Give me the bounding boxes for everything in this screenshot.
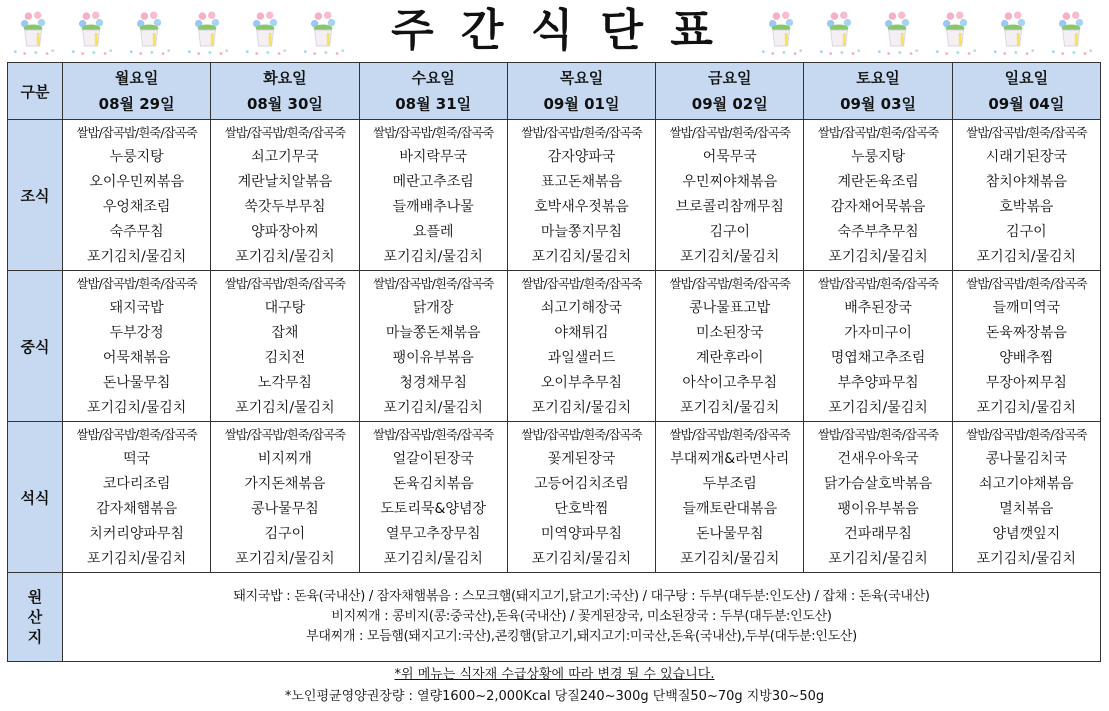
menu-cell xyxy=(804,271,952,422)
menu-item: 떡국 xyxy=(123,451,151,467)
menu-item: 건새우아욱국 xyxy=(837,451,919,467)
menu-cell xyxy=(656,120,804,271)
menu-item: 건파래무침 xyxy=(844,526,912,542)
menu-item: 계란후라이 xyxy=(695,350,764,366)
day-header xyxy=(952,63,1100,120)
menu-item: 쌀밥/잡곡밥/흰죽/잡곡죽 xyxy=(373,276,494,291)
flower-pot-icon xyxy=(238,6,294,58)
menu-area xyxy=(7,62,1101,708)
menu-item: 미역양파무침 xyxy=(540,526,623,542)
menu-item: 포기김치/물김치 xyxy=(531,400,632,416)
menu-item: 양파장아찌 xyxy=(251,224,319,240)
menu-item: 과일샐러드 xyxy=(547,350,616,366)
menu-item: 쌀밥/잡곡밥/흰죽/잡곡죽 xyxy=(669,276,790,291)
menu-item: 우엉채조림 xyxy=(102,199,171,215)
menu-item: 돼지국밥 xyxy=(109,300,164,316)
menu-item: 가자미구이 xyxy=(844,325,912,341)
menu-item: 팽이유부볶음 xyxy=(392,350,474,366)
menu-cell xyxy=(507,271,655,422)
menu-item: 돈육짜장볶음 xyxy=(985,325,1067,341)
menu-item: 쌀밥/잡곡밥/흰죽/잡곡죽 xyxy=(966,427,1087,442)
menu-item: 멸치볶음 xyxy=(999,501,1054,517)
menu-item: 김치전 xyxy=(264,350,306,366)
day-header xyxy=(211,63,359,120)
origin-line: 부대찌개 : 모듬햄(돼지고기:국산),콘킹햄(닭고기,돼지고기:미국산,돈육(국내산),두부(대두분:인도산) xyxy=(306,629,857,644)
menu-item: 쌀밥/잡곡밥/흰죽/잡곡죽 xyxy=(76,125,197,140)
menu-item: 포기김치/물김치 xyxy=(383,551,483,567)
menu-item: 꽃게된장국 xyxy=(547,451,616,467)
flower-pot-icon xyxy=(812,6,868,58)
menu-item: 콩나물표고밥 xyxy=(689,300,771,316)
menu-item: 참치야채볶음 xyxy=(985,174,1067,190)
menu-item: 쌀밥/잡곡밥/흰죽/잡곡죽 xyxy=(966,125,1087,140)
menu-item: 포기김치/물김치 xyxy=(531,551,632,567)
menu-item: 포기김치/물김치 xyxy=(86,400,187,416)
menu-item: 쇠고기무국 xyxy=(251,149,319,165)
menu-item: 쌀밥/잡곡밥/흰죽/잡곡죽 xyxy=(224,276,346,291)
day-date: 09월 03일 xyxy=(840,95,917,113)
menu-item: 포기김치/물김치 xyxy=(86,551,187,567)
menu-cell xyxy=(359,120,507,271)
menu-item: 바지락무국 xyxy=(399,149,468,165)
menu-cell xyxy=(63,422,211,573)
nutrition-guideline: *노인평균영양권장량 : 열량1600~2,000Kcal 당질240~300g 단백질50~70g 지방30~50g xyxy=(284,689,825,704)
flower-pot-icon xyxy=(122,6,178,58)
menu-item: 잡채 xyxy=(271,325,299,341)
menu-cell xyxy=(211,120,359,271)
header-row xyxy=(8,63,1101,120)
menu-item: 쌀밥/잡곡밥/흰죽/잡곡죽 xyxy=(224,427,346,442)
menu-cell xyxy=(656,271,804,422)
origin-text xyxy=(63,573,1101,662)
menu-item: 무장아찌무침 xyxy=(985,375,1067,391)
menu-item: 쌀밥/잡곡밥/흰죽/잡곡죽 xyxy=(966,276,1087,291)
menu-item: 쌀밥/잡곡밥/흰죽/잡곡죽 xyxy=(373,427,494,442)
menu-item: 시래기된장국 xyxy=(985,149,1067,165)
menu-item: 김구이 xyxy=(709,224,751,240)
day-header xyxy=(656,63,804,120)
flower-pot-icon xyxy=(754,6,810,58)
day-name: 목요일 xyxy=(559,69,604,87)
menu-item: 양념깻잎지 xyxy=(992,526,1061,542)
menu-cell xyxy=(804,120,952,271)
menu-item: 쌀밥/잡곡밥/흰죽/잡곡죽 xyxy=(373,125,494,140)
flower-pot-decoration-left xyxy=(6,6,352,58)
menu-item: 포기김치/물김치 xyxy=(86,249,187,265)
origin-line: 비지찌개 : 콩비지(콩:중국산),돈육(국내산) / 꽃게된장국, 미소된장국 : 두부(대두분:인도산) xyxy=(331,609,832,624)
menu-item: 비지찌개 xyxy=(257,451,312,467)
menu-item: 숙주부추무침 xyxy=(837,224,919,240)
menu-item: 들깨미역국 xyxy=(992,300,1061,316)
menu-item: 메란고추조림 xyxy=(392,174,474,190)
menu-cell xyxy=(804,422,952,573)
menu-cell xyxy=(211,271,359,422)
menu-cell xyxy=(359,271,507,422)
day-date: 09월 02일 xyxy=(691,95,768,113)
day-date: 08월 31일 xyxy=(395,95,472,113)
day-date: 09월 04일 xyxy=(988,95,1065,113)
menu-item: 쌀밥/잡곡밥/흰죽/잡곡죽 xyxy=(521,276,642,291)
flower-pot-icon xyxy=(986,6,1042,58)
menu-item: 고등어김치조림 xyxy=(534,476,629,492)
menu-item: 김구이 xyxy=(264,526,306,542)
menu-item: 마늘쫑지무침 xyxy=(540,224,623,240)
flower-pot-icon xyxy=(870,6,926,58)
menu-item: 우민찌야채볶음 xyxy=(682,174,778,190)
menu-cell xyxy=(359,422,507,573)
menu-item: 포기김치/물김치 xyxy=(235,400,335,416)
menu-item: 가지돈채볶음 xyxy=(244,476,326,492)
menu-item: 쌀밥/잡곡밥/흰죽/잡곡죽 xyxy=(521,125,642,140)
menu-item: 포기김치/물김치 xyxy=(828,551,928,567)
menu-cell xyxy=(211,422,359,573)
menu-item: 포기김치/물김치 xyxy=(828,400,928,416)
menu-item: 노각무침 xyxy=(257,375,312,391)
flower-pot-icon xyxy=(928,6,984,58)
category-header: 구분 xyxy=(8,63,63,120)
menu-item: 포기김치/물김치 xyxy=(976,400,1077,416)
menu-item: 쑥갓두부무침 xyxy=(244,199,326,215)
weekly-menu-table xyxy=(7,62,1101,662)
flower-pot-icon xyxy=(296,6,352,58)
day-name: 일요일 xyxy=(1004,69,1049,87)
menu-item: 쌀밥/잡곡밥/흰죽/잡곡죽 xyxy=(669,125,790,140)
menu-item: 들깨배추나물 xyxy=(392,199,474,215)
day-date: 09월 01일 xyxy=(543,95,620,113)
origin-label-char: 산 xyxy=(27,608,43,626)
menu-item: 부추양파무침 xyxy=(837,375,919,391)
change-notice: *위 메뉴는 식자재 수급상황에 따라 변경 될 수 있습니다. xyxy=(394,667,715,682)
menu-cell xyxy=(952,120,1100,271)
menu-item: 쌀밥/잡곡밥/흰죽/잡곡죽 xyxy=(817,427,939,442)
menu-item: 부대찌개&라면사리 xyxy=(670,451,790,467)
menu-item: 치커리양파무침 xyxy=(89,526,184,542)
menu-item: 콩나물무침 xyxy=(251,501,319,517)
origin-label-char: 원 xyxy=(27,588,43,606)
menu-item: 쌀밥/잡곡밥/흰죽/잡곡죽 xyxy=(669,427,790,442)
menu-item: 미소된장국 xyxy=(695,325,764,341)
menu-item: 포기김치/물김치 xyxy=(976,551,1077,567)
meal-row xyxy=(8,271,1101,422)
menu-item: 포기김치/물김치 xyxy=(235,551,335,567)
flower-pot-icon xyxy=(180,6,236,58)
flower-pot-icon xyxy=(64,6,120,58)
menu-item: 감자채햄볶음 xyxy=(96,501,178,517)
day-header xyxy=(804,63,952,120)
menu-item: 쌀밥/잡곡밥/흰죽/잡곡죽 xyxy=(76,427,197,442)
meal-label: 중식 xyxy=(8,271,63,422)
menu-item: 오이부추무침 xyxy=(540,375,623,391)
menu-item: 호박볶음 xyxy=(999,199,1054,215)
menu-item: 감자채어묵볶음 xyxy=(830,199,926,215)
day-name: 화요일 xyxy=(263,69,307,87)
menu-cell xyxy=(63,271,211,422)
day-date: 08월 29일 xyxy=(98,95,175,113)
menu-item: 돈나물무침 xyxy=(102,375,171,391)
menu-item: 쌀밥/잡곡밥/흰죽/잡곡죽 xyxy=(521,427,642,442)
menu-cell xyxy=(63,120,211,271)
flower-pot-icon xyxy=(6,6,62,58)
menu-item: 포기김치/물김치 xyxy=(235,249,335,265)
menu-item: 코다리조림 xyxy=(102,476,171,492)
menu-item: 단호박찜 xyxy=(554,501,609,517)
menu-item: 돈육김치볶음 xyxy=(392,476,474,492)
day-header xyxy=(507,63,655,120)
menu-item: 들깨토란대볶음 xyxy=(682,501,778,517)
menu-item: 호박새우젓볶음 xyxy=(534,199,629,215)
menu-item: 포기김치/물김치 xyxy=(680,249,780,265)
origin-row xyxy=(8,573,1101,662)
menu-item: 양배추찜 xyxy=(999,350,1054,366)
menu-item: 요플레 xyxy=(412,224,454,240)
menu-item: 얼갈이된장국 xyxy=(392,451,474,467)
menu-item: 포기김치/물김치 xyxy=(383,400,483,416)
day-name: 토요일 xyxy=(856,69,900,87)
menu-item: 명엽채고추조림 xyxy=(830,350,926,366)
menu-item: 포기김치/물김치 xyxy=(680,400,780,416)
menu-cell xyxy=(507,120,655,271)
menu-item: 쇠고기해장국 xyxy=(540,300,623,316)
menu-item: 어묵채볶음 xyxy=(102,350,171,366)
menu-item: 누룽지탕 xyxy=(850,149,906,165)
menu-item: 어묵무국 xyxy=(702,149,757,165)
menu-item: 감자양파국 xyxy=(547,149,616,165)
menu-item: 오이우민찌볶음 xyxy=(89,174,184,190)
menu-item: 마늘쫑돈채볶음 xyxy=(385,325,481,341)
menu-item: 쌀밥/잡곡밥/흰죽/잡곡죽 xyxy=(224,125,346,140)
page-title: 주 간 식 단 표 xyxy=(360,4,750,58)
menu-item: 두부조림 xyxy=(702,476,757,492)
title-area xyxy=(0,0,1109,62)
menu-item: 계란돈육조림 xyxy=(837,174,919,190)
menu-item: 대구탕 xyxy=(264,300,306,316)
menu-cell xyxy=(952,422,1100,573)
menu-item: 도토리묵&양념장 xyxy=(380,501,486,517)
menu-item: 쇠고기야채볶음 xyxy=(979,476,1074,492)
meal-row xyxy=(8,422,1101,573)
meal-row xyxy=(8,120,1101,271)
menu-item: 표고돈채볶음 xyxy=(540,174,623,190)
menu-item: 팽이유부볶음 xyxy=(837,501,919,517)
day-name: 월요일 xyxy=(114,69,159,87)
menu-item: 브로콜리참깨무침 xyxy=(675,199,784,215)
menu-cell xyxy=(952,271,1100,422)
flower-pot-icon xyxy=(1044,6,1100,58)
menu-cell xyxy=(507,422,655,573)
menu-item: 포기김치/물김치 xyxy=(680,551,780,567)
origin-label-char: 지 xyxy=(27,628,43,646)
origin-line: 돼지국밥 : 돈육(국내산) / 잠자채햄볶음 : 스모크햄(돼지고기,닭고기:국산) / 대구탕 : 두부(대두분:인도산) / 잡채 : 돈육(국내산) xyxy=(233,589,930,604)
menu-item: 김구이 xyxy=(1006,224,1047,240)
menu-item: 숙주무침 xyxy=(109,224,164,240)
menu-item: 계란날치알볶음 xyxy=(237,174,333,190)
menu-item: 닭가슴살호박볶음 xyxy=(823,476,933,492)
menu-item: 콩나물김치국 xyxy=(985,451,1067,467)
menu-item: 포기김치/물김치 xyxy=(383,249,483,265)
flower-pot-decoration-right xyxy=(754,6,1100,58)
menu-item: 쌀밥/잡곡밥/흰죽/잡곡죽 xyxy=(76,276,197,291)
day-date: 08월 30일 xyxy=(246,95,323,113)
menu-item: 두부강정 xyxy=(109,325,164,341)
origin-label xyxy=(8,573,63,662)
menu-item: 포기김치/물김치 xyxy=(531,249,632,265)
menu-item: 포기김치/물김치 xyxy=(976,249,1077,265)
menu-item: 쌀밥/잡곡밥/흰죽/잡곡죽 xyxy=(817,125,939,140)
day-name: 금요일 xyxy=(708,69,752,87)
day-header xyxy=(359,63,507,120)
menu-item: 야채튀김 xyxy=(554,325,609,341)
menu-item: 누룽지탕 xyxy=(109,149,164,165)
menu-item: 쌀밥/잡곡밥/흰죽/잡곡죽 xyxy=(817,276,939,291)
menu-cell xyxy=(656,422,804,573)
menu-item: 청경채무침 xyxy=(399,375,468,391)
menu-item: 닭개장 xyxy=(412,300,454,316)
menu-item: 열무고추장무침 xyxy=(385,526,481,542)
day-name: 수요일 xyxy=(411,69,455,87)
meal-label: 석식 xyxy=(8,422,63,573)
menu-item: 포기김치/물김치 xyxy=(828,249,928,265)
meal-label: 조식 xyxy=(8,120,63,271)
menu-item: 돈나물무침 xyxy=(695,526,764,542)
menu-item: 아삭이고추무침 xyxy=(682,375,778,391)
day-header xyxy=(63,63,211,120)
menu-item: 배추된장국 xyxy=(844,300,912,316)
